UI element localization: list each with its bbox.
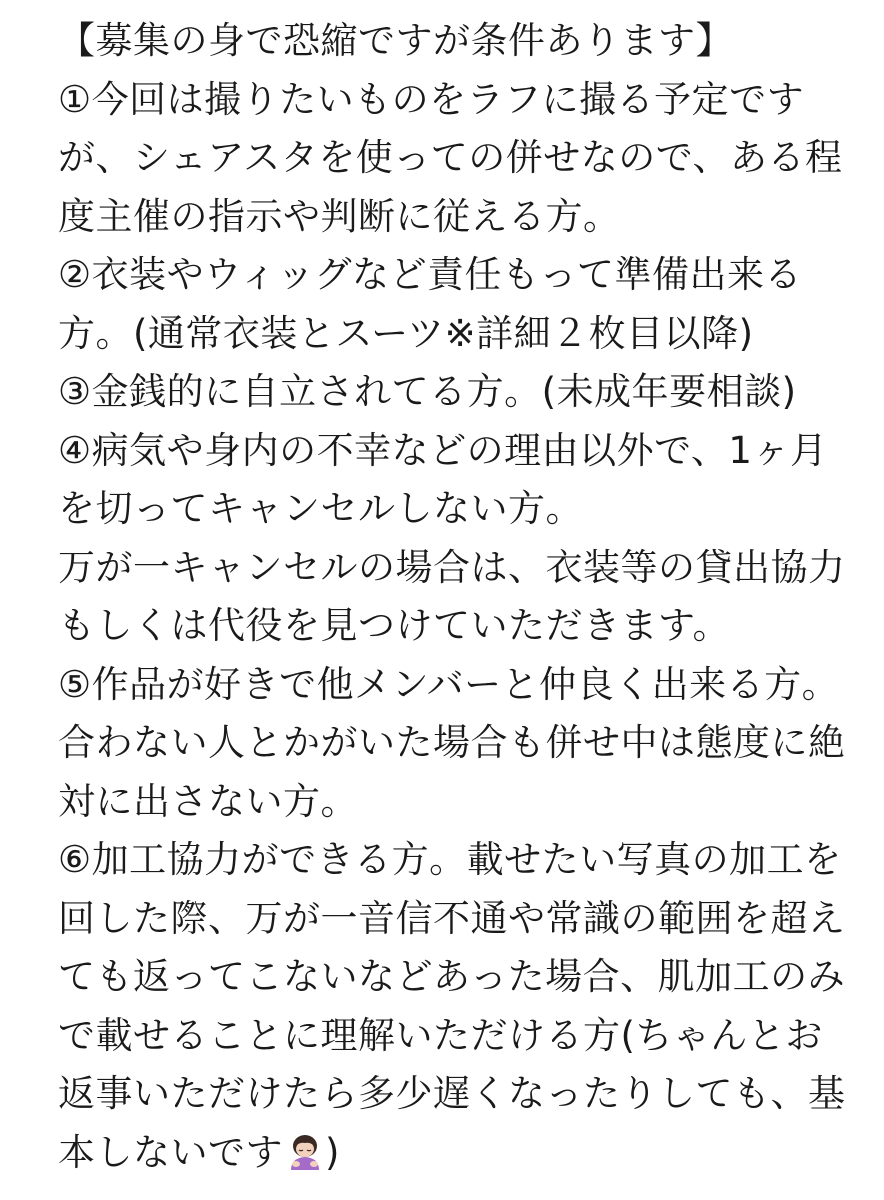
text-line: ①今回は撮りたいものをラフに撮る予定です xyxy=(58,77,805,121)
text-line: 度主催の指示や判断に従える方。 xyxy=(58,194,621,238)
bowing-person-emoji-icon xyxy=(285,1131,325,1171)
text-line: ③金銭的に自立されてる方。(未成年要相談) xyxy=(58,370,797,413)
text-line: で載せることに理解いただける方(ちゃんとお xyxy=(58,1013,823,1057)
text-line: もしくは代役を見つけていただきます。 xyxy=(58,604,731,647)
text-line: 万が一キャンセルの場合は、衣装等の貸出協力 xyxy=(58,545,846,589)
text-line: 【募集の身で恐縮ですが条件あります】 xyxy=(58,19,733,62)
text-line: 方。(通常衣装とスーツ※詳細２枚目以降) xyxy=(58,311,754,355)
text-line-last xyxy=(58,1124,832,1183)
text-line: ⑤作品が好きで他メンバーと仲良く出来る方。 xyxy=(58,662,840,706)
text-line: 回した際、万が一音信不通や常識の範囲を超え xyxy=(58,896,846,940)
text-line: ④病気や身内の不幸などの理由以外で、1ヶ月 xyxy=(58,428,828,472)
last-line-closing: ) xyxy=(325,1130,340,1174)
text-line: 返事いただけたら多少遅くなったりしても、基 xyxy=(58,1072,846,1115)
text-line: 合わない人とかがいた場合も併せ中は態度に絶 xyxy=(58,721,846,764)
last-line-text: 本しないです xyxy=(58,1130,283,1174)
text-line: を切ってキャンセルしない方。 xyxy=(58,487,583,530)
text-line: 対に出さない方。 xyxy=(58,779,358,823)
text-line: ⑥加工協力ができる方。載せたい写真の加工を xyxy=(58,838,842,881)
text-line: ②衣装やウィッグなど責任もって準備出来る xyxy=(58,253,802,296)
text-line: が、シェアスタを使っての併せなので、ある程 xyxy=(58,136,843,179)
text-line: ても返ってこないなどあった場合、肌加工のみ xyxy=(58,955,846,998)
